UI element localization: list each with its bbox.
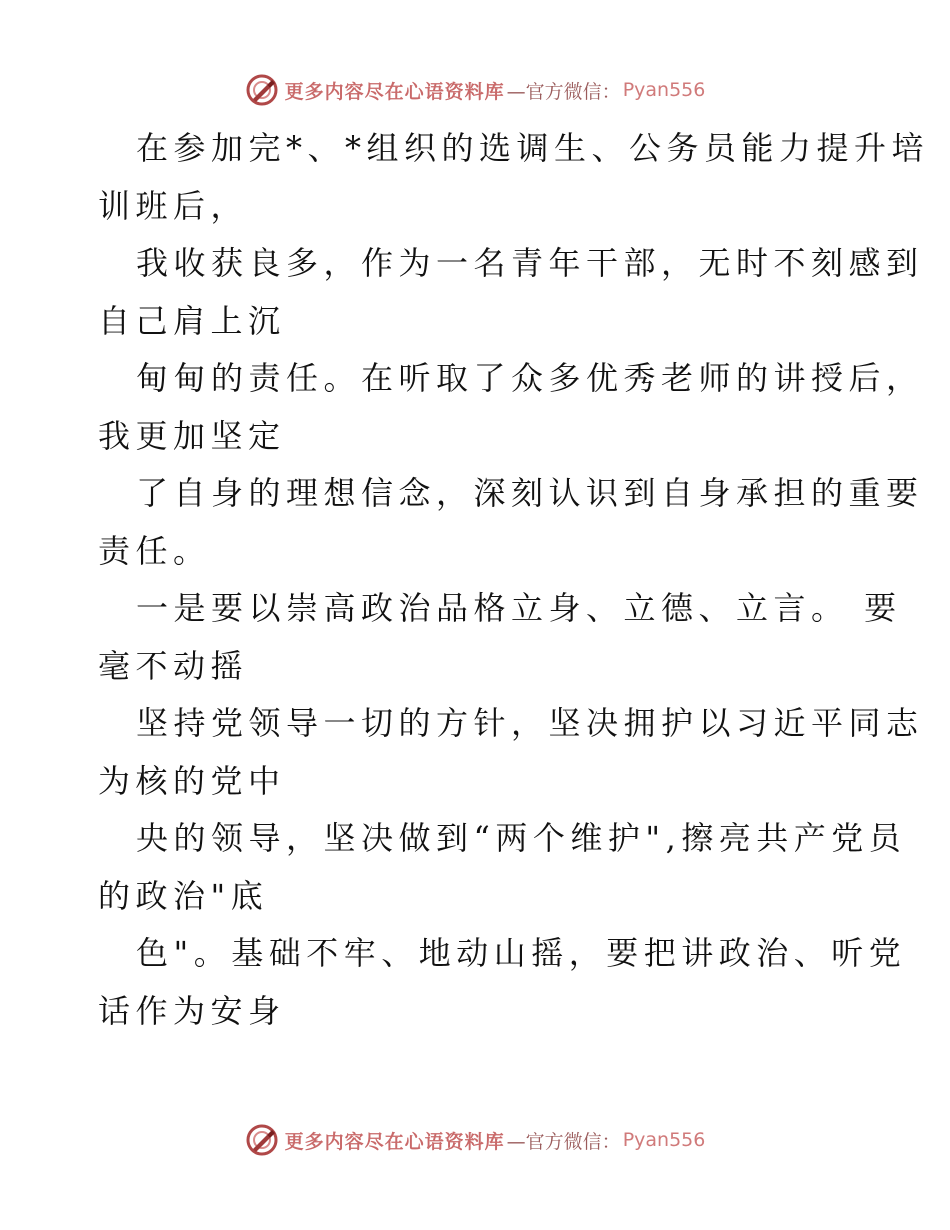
paragraph-line: 我收获良多，作为一名青年干部，无时不刻感到 xyxy=(136,244,924,282)
paragraph-line: 甸甸的责任。在听取了众多优秀老师的讲授后， xyxy=(136,359,924,397)
paragraph-line: 毫不动摇 xyxy=(98,646,249,685)
paragraph-line: 我更加坚定 xyxy=(98,416,286,455)
paragraph-line: 自己肩上沉 xyxy=(98,301,286,340)
footer-watermark xyxy=(0,1120,950,1160)
watermark-id: Pyan556 xyxy=(622,1129,706,1151)
watermark-separator: —官方微信： xyxy=(506,80,621,103)
paragraph xyxy=(98,580,902,695)
pen-logo-icon xyxy=(245,73,279,107)
paragraph xyxy=(98,235,924,350)
paragraph xyxy=(98,810,907,925)
header-watermark xyxy=(0,70,950,110)
paragraph-line: 色"。基础不牢、地动山摇，要把讲政治、听党 xyxy=(136,934,907,972)
paragraph xyxy=(98,465,924,580)
paragraph xyxy=(98,120,930,235)
paragraph xyxy=(98,925,907,1040)
paragraph-line: 在参加完*、*组织的选调生、公务员能力提升培 xyxy=(136,129,930,167)
watermark-separator: —官方微信： xyxy=(506,1130,621,1153)
paragraph-line: 坚持党领导一切的方针，坚决拥护以习近平同志 xyxy=(136,704,924,742)
paragraph-line: 训班后， xyxy=(98,186,249,225)
paragraph-line: 一是要以崇高政治品格立身、立德、立言。 要 xyxy=(136,589,902,627)
paragraph-line: 责任。 xyxy=(98,531,211,570)
paragraph-line: 央的领导，坚决做到“两个维护",擦亮共产党员 xyxy=(136,819,907,857)
paragraph xyxy=(98,695,924,810)
document-body xyxy=(98,120,930,1040)
paragraph-line: 了自身的理想信念，深刻认识到自身承担的重要 xyxy=(136,474,924,512)
pen-logo-icon xyxy=(245,1123,279,1157)
watermark-id: Pyan556 xyxy=(622,79,706,101)
paragraph-line: 话作为安身 xyxy=(98,991,286,1030)
watermark-title: 更多内容尽在心语资料库 xyxy=(284,80,505,103)
paragraph-line: 的政治"底 xyxy=(98,876,269,915)
paragraph xyxy=(98,350,924,465)
paragraph-line: 为核的党中 xyxy=(98,761,286,800)
watermark-title: 更多内容尽在心语资料库 xyxy=(284,1130,505,1153)
